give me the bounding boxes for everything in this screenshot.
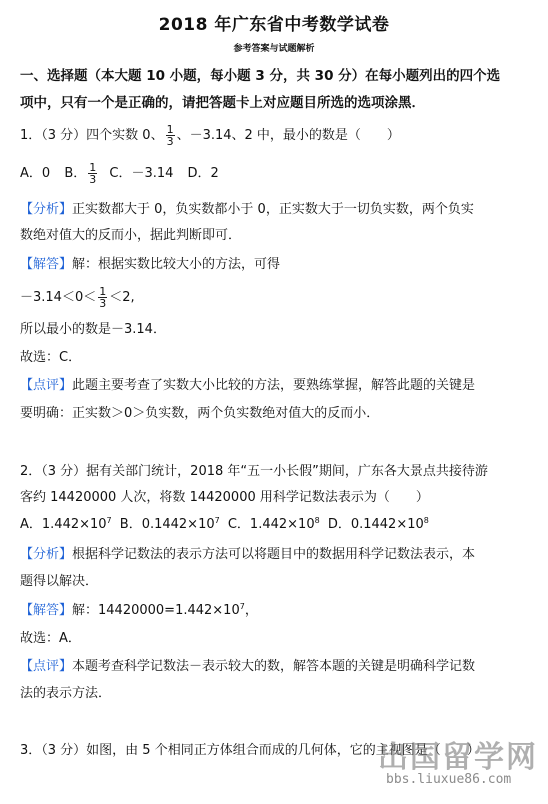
q1-inequality-end: ＜2,	[109, 290, 135, 305]
q1-solution-text-1: 解：根据实数比较大小的方法，可得	[72, 257, 281, 272]
q1-option-b-denominator: 3	[89, 173, 97, 186]
q1-solution-conclusion: 所以最小的数是－3.14．	[20, 322, 166, 337]
q2-option-d-text: D．0.1442×10	[327, 517, 424, 532]
page-title: 2018 年广东省中考数学试卷	[158, 15, 390, 35]
q2-options	[20, 515, 530, 537]
q1-analysis-line-2: 数绝对值大的反而小，据此判断即可．	[20, 228, 242, 243]
q1-stem	[20, 124, 530, 146]
q2-analysis-tag: 【分析】	[20, 547, 73, 562]
watermark	[378, 732, 540, 794]
q2-solution-end: ，	[244, 603, 258, 618]
q1-comment-line-1	[20, 376, 530, 398]
q1-analysis-tag: 【分析】	[20, 202, 73, 217]
q2-option-a-exponent: 7	[106, 516, 112, 525]
q2-solution-text: 解：14420000=1.442×10	[72, 603, 240, 618]
q1-inequality-denominator: 3	[99, 297, 107, 310]
q1-options	[20, 162, 530, 184]
section-heading-line-2: 项中，只有一个是正确的，请把答题卡上对应题目所选的选项涂黑．	[20, 95, 425, 111]
q1-option-d: D．2	[187, 166, 219, 181]
q3-stem-line-1: 3．（3 分）如图，由 5 个相同正方体组合而成的几何体，它的主视图是（ ）	[20, 743, 480, 758]
q2-option-c-exponent: 8	[314, 516, 320, 525]
q2-analysis-line-1	[20, 545, 530, 567]
q2-comment-line-2: 法的表示方法．	[20, 686, 112, 701]
q2-analysis-line-2: 题得以解决．	[20, 574, 99, 589]
q2-option-b-exponent: 7	[214, 516, 220, 525]
q2-solution	[20, 601, 530, 623]
q2-option-a-text: A．1.442×10	[20, 517, 107, 532]
q1-choice: 故选：C．	[20, 350, 82, 365]
q1-comment-text-1: 此题主要考查了实数大小比较的方法，要熟练掌握，解答此题的关键是	[72, 378, 476, 393]
q2-comment-text-1: 本题考查科学记数法－表示较大的数，解答本题的关键是明确科学记数	[72, 659, 476, 674]
q2-stem-line-2: 客约 14420000 人次，将数 14420000 用科学记数法表示为（ ）	[20, 490, 429, 505]
q1-comment-tag: 【点评】	[20, 378, 73, 393]
q1-stem-start: 1．（3 分）四个实数 0、	[20, 128, 164, 143]
watermark-brand: 出国留学网	[378, 740, 538, 775]
page-subtitle: 参考答案与试题解析	[233, 44, 315, 54]
q2-option-d-exponent: 8	[423, 516, 429, 525]
q2-analysis-text-1: 根据科学记数法的表示方法可以将题目中的数据用科学记数法表示，本	[72, 547, 476, 562]
q2-option-a	[20, 517, 112, 532]
q1-option-c: C．－3.14	[109, 166, 174, 181]
q1-fraction-numerator: 1	[166, 123, 174, 136]
q2-stem-line-1: 2．（3 分）据有关部门统计，2018 年“五一小长假”期间，广东各大景点共接待游	[20, 464, 488, 479]
q2-comment-tag: 【点评】	[20, 659, 73, 674]
q1-option-b-numerator: 1	[89, 161, 97, 174]
q1-analysis-text-1: 正实数都大于 0，负实数都小于 0，正实数大于一切负实数，两个负实	[72, 202, 474, 217]
q1-analysis-line-1	[20, 200, 530, 222]
q1-option-a: A．0	[20, 166, 51, 181]
q1-stem-end: 、－3.14、2 中，最小的数是（ ）	[176, 128, 400, 143]
q1-inequality	[20, 286, 530, 308]
q1-inequality-start: －3.14＜0＜	[20, 290, 97, 305]
q1-fraction-denominator: 3	[166, 135, 174, 148]
q1-comment-line-2: 要明确：正实数＞0＞负实数，两个负实数绝对值大的反而小．	[20, 406, 380, 421]
q1-option-b-fraction	[88, 162, 97, 185]
q2-option-c-text: C．1.442×10	[227, 517, 315, 532]
q2-option-c	[228, 517, 320, 532]
q2-solution-tag: 【解答】	[20, 603, 73, 618]
q2-choice: 故选：A．	[20, 631, 81, 646]
q2-option-b-text: B．0.1442×10	[119, 517, 215, 532]
q2-comment-line-1	[20, 657, 530, 679]
section-heading-line-1: 一、选择题（本大题 10 小题，每小题 3 分，共 30 分）在每小题列出的四个选	[20, 68, 501, 84]
q2-solution-exponent: 7	[239, 602, 245, 611]
q1-solution-tag: 【解答】	[20, 257, 73, 272]
q1-inequality-fraction	[98, 286, 107, 309]
q1-stem-fraction	[166, 124, 175, 147]
q1-solution-line-1	[20, 255, 530, 277]
q2-option-b	[120, 517, 220, 532]
q2-option-d	[328, 517, 429, 532]
watermark-url: bbs.liuxue86.com	[386, 772, 512, 787]
q1-inequality-numerator: 1	[99, 285, 107, 298]
q1-option-b-label: B．	[64, 166, 87, 181]
